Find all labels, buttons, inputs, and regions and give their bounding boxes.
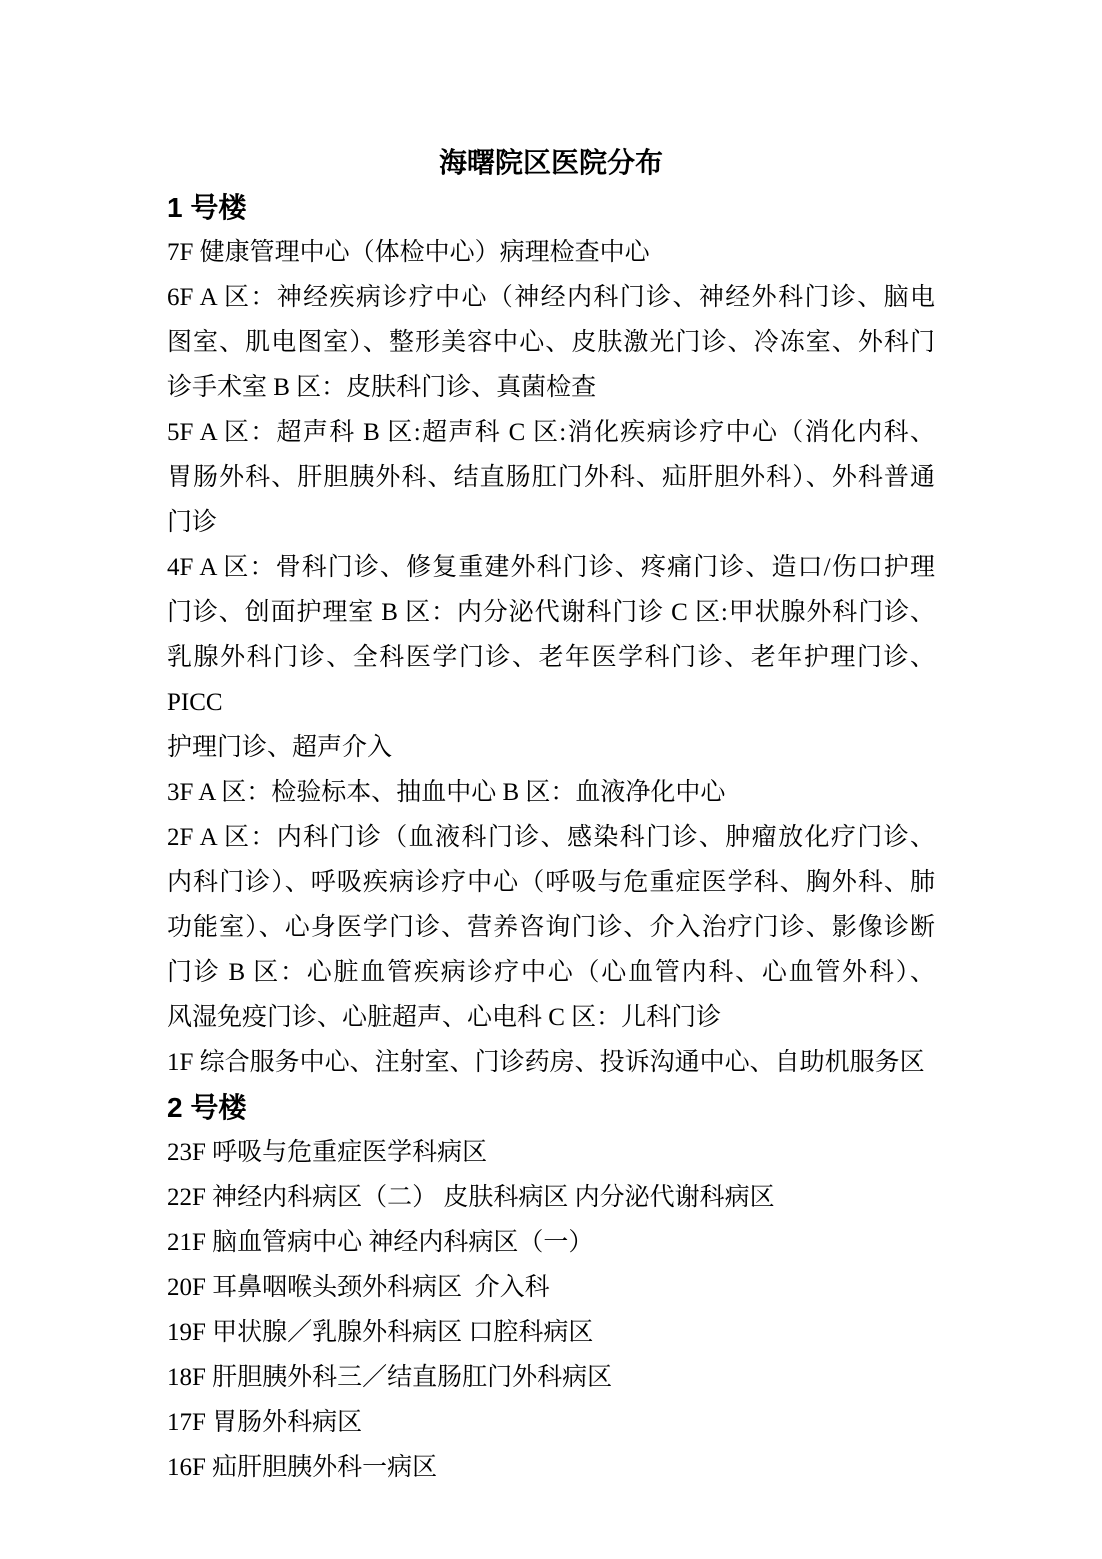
text-line: 16F 疝肝胆胰外科一病区 [167, 1454, 438, 1481]
document-sections [167, 185, 935, 1490]
text-line: 22F 神经内科病区（二） 皮肤科病区 内分泌代谢科病区 [167, 1184, 775, 1211]
text-line: 3F A 区：检验标本、抽血中心 B 区：血液净化中心 [167, 779, 726, 806]
section-heading: 2 号楼 [167, 1092, 247, 1123]
section-heading: 1 号楼 [167, 192, 247, 223]
text-line: 18F 肝胆胰外科三／结直肠肛门外科病区 [167, 1364, 613, 1391]
text-line: 17F 胃肠外科病区 [167, 1409, 363, 1436]
text-line: 21F 脑血管病中心 神经内科病区（一） [167, 1229, 594, 1256]
text-line: 23F 呼吸与危重症医学科病区 [167, 1139, 488, 1166]
text-line: 门诊 B 区：心脏血管疾病诊疗中心（心血管内科、心血管外科）、 [167, 959, 935, 986]
text-line: 内科门诊）、呼吸疾病诊疗中心（呼吸与危重症医学科、胸外科、肺 [167, 869, 935, 896]
text-line: 门诊、创面护理室 B 区：内分泌代谢科门诊 C 区:甲状腺外科门诊、 [167, 599, 935, 626]
text-line: 门诊 [167, 509, 218, 536]
document-content [167, 140, 935, 1490]
text-line: 1F 综合服务中心、注射室、门诊药房、投诉沟通中心、自助机服务区 [167, 1049, 925, 1076]
text-line: 19F 甲状腺／乳腺外科病区 口腔科病区 [167, 1319, 594, 1346]
text-line: 2F A 区：内科门诊（血液科门诊、感染科门诊、肿瘤放化疗门诊、 [167, 824, 935, 851]
text-line: 乳腺外科门诊、全科医学门诊、老年医学科门诊、老年护理门诊、PICC [167, 644, 935, 716]
text-line: 护理门诊、超声介入 [167, 734, 393, 761]
text-line: 20F 耳鼻咽喉头颈外科病区 介入科 [167, 1274, 550, 1301]
text-line: 6F A 区：神经疾病诊疗中心（神经内科门诊、神经外科门诊、脑电 [167, 284, 935, 311]
text-line: 7F 健康管理中心（体检中心）病理检查中心 [167, 239, 650, 266]
text-line: 诊手术室 B 区：皮肤科门诊、真菌检查 [167, 374, 597, 401]
text-line: 风湿免疫门诊、心脏超声、心电科 C 区：儿科门诊 [167, 1004, 722, 1031]
text-line: 图室、肌电图室）、整形美容中心、皮肤激光门诊、冷冻室、外科门 [167, 329, 935, 356]
text-line: 胃肠外科、肝胆胰外科、结直肠肛门外科、疝肝胆外科）、外科普通 [167, 464, 935, 491]
text-line: 4F A 区：骨科门诊、修复重建外科门诊、疼痛门诊、造口/伤口护理 [167, 554, 935, 581]
document-title: 海曙院区医院分布 [438, 147, 663, 178]
text-line: 5F A 区：超声科 B 区:超声科 C 区:消化疾病诊疗中心（消化内科、 [167, 419, 935, 446]
text-line: 功能室）、心身医学门诊、营养咨询门诊、介入治疗门诊、影像诊断 [167, 914, 935, 941]
